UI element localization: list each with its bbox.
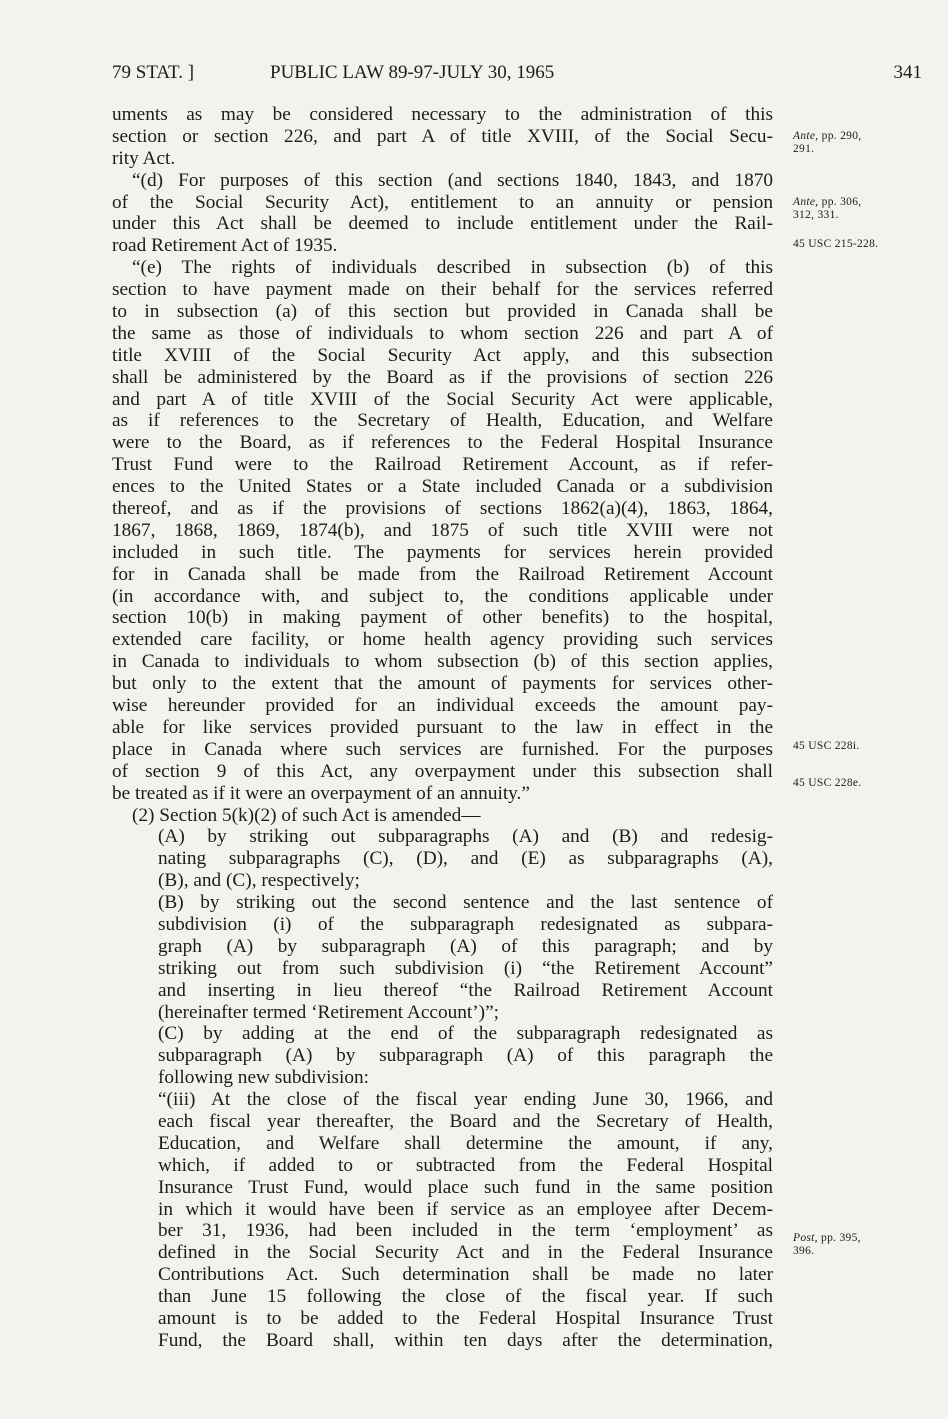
margin-note-pages: pp. 395,: [821, 1232, 861, 1244]
margin-note: [793, 196, 933, 222]
page-number: 341: [893, 62, 922, 83]
margin-note: [793, 130, 933, 156]
text-line: 1867, 1868, 1869, 1874(b), and 1875 of such title XVIII were not: [112, 519, 773, 541]
page-header: [112, 62, 922, 90]
text-line: and inserting in lieu thereof “the Railroad Retirement Account: [158, 979, 773, 1001]
text-line: (in accordance with, and subject to, the conditions applicable under: [112, 585, 773, 607]
text-line: place in Canada where such services are furnished. For the purposes: [112, 738, 773, 760]
text-line: Insurance Trust Fund, would place such fund in the same position: [158, 1176, 773, 1198]
text-line: rity Act.: [112, 147, 176, 169]
margin-note-pages: 396.: [793, 1245, 815, 1257]
text-line: Trust Fund were to the Railroad Retirement Account, as if refer-: [112, 454, 773, 476]
text-line: were to the Board, as if references to the Federal Hospital Insurance: [112, 432, 773, 454]
margin-note: [793, 777, 933, 790]
text-line: (C) by adding at the end of the subparagraph redesignated as: [158, 1023, 773, 1045]
margin-note-pages: pp. 306,: [821, 196, 862, 208]
text-line: graph (A) by subparagraph (A) of this paragraph; and by: [158, 935, 773, 957]
text-line: able for like services provided pursuant to the law in effect in the: [112, 716, 773, 738]
margin-note-ref: Ante,: [793, 130, 819, 142]
margin-note-pages: 312, 331.: [793, 209, 839, 221]
text-line: and part A of title XVIII of the Social Security Act were applicable,: [112, 388, 773, 410]
text-line: section 10(b) in making payment of other benefits) to the hospital,: [112, 607, 773, 629]
text-line: of the Social Security Act), entitlement to an annuity or pension: [112, 191, 773, 213]
margin-note: [793, 1232, 933, 1258]
text-line: (A) by striking out subparagraphs (A) and (B) and redesig-: [158, 826, 773, 848]
text-line: to in subsection (a) of this section but provided in Canada shall be: [112, 301, 773, 323]
text-line: for in Canada shall be made from the Railroad Retirement Account: [112, 563, 773, 585]
text-line: thereof, and as if the provisions of sections 1862(a)(4), 1863, 1864,: [112, 498, 773, 520]
margin-note-citation: 45 USC 215-228.: [793, 238, 879, 250]
text-line: (hereinafter termed ‘Retirement Account’)”;: [158, 1001, 499, 1023]
text-line: of section 9 of this Act, any overpayment under this subsection shall: [112, 760, 773, 782]
margin-note-ref: Post,: [793, 1232, 818, 1244]
text-line: Fund, the Board shall, within ten days after the determination,: [158, 1329, 773, 1351]
margin-note: [793, 740, 933, 753]
text-line: nating subparagraphs (C), (D), and (E) as subparagraphs (A),: [158, 848, 773, 870]
text-line: road Retirement Act of 1935.: [112, 235, 338, 257]
text-line: the same as those of individuals to whom section 226 and part A of: [112, 322, 773, 344]
text-line: in Canada to individuals to whom subsection (b) of this section applies,: [112, 651, 773, 673]
text-line: striking out from such subdivision (i) “the Retirement Account”: [158, 957, 773, 979]
body-text: [112, 104, 773, 1352]
margin-note-citation: 45 USC 228e.: [793, 777, 862, 789]
text-line: ber 31, 1936, had been included in the term ‘employment’ as: [158, 1220, 773, 1242]
margin-note-pages: pp. 290,: [821, 130, 862, 142]
text-line: wise hereunder provided for an individual exceeds the amount pay-: [112, 695, 773, 717]
text-line: as if references to the Secretary of Health, Education, and Welfare: [112, 410, 773, 432]
text-line: (2) Section 5(k)(2) of such Act is amended—: [132, 804, 481, 826]
text-line: “(e) The rights of individuals described in subsection (b) of this: [132, 257, 773, 279]
page-title: PUBLIC LAW 89-97-JULY 30, 1965: [270, 62, 555, 83]
text-line: but only to the extent that the amount of payments for services other-: [112, 673, 773, 695]
text-line: Education, and Welfare shall determine the amount, if any,: [158, 1132, 773, 1154]
statute-volume: 79 STAT. ]: [112, 62, 195, 83]
text-line: in which it would have been if service as an employee after Decem-: [158, 1198, 773, 1220]
margin-note-citation: 45 USC 228i.: [793, 740, 860, 752]
text-line: each fiscal year thereafter, the Board and the Secretary of Health,: [158, 1110, 773, 1132]
text-line: subdivision (i) of the subparagraph redesignated as subpara-: [158, 913, 773, 935]
text-line: Contributions Act. Such determination shall be made no later: [158, 1264, 773, 1286]
margin-note-pages: 291.: [793, 143, 815, 155]
text-line: than June 15 following the close of the fiscal year. If such: [158, 1286, 773, 1308]
text-line: be treated as if it were an overpayment of an annuity.”: [112, 782, 530, 804]
text-line: uments as may be considered necessary to the administration of this: [112, 104, 773, 125]
text-line: defined in the Social Security Act and in the Federal Insurance: [158, 1242, 773, 1264]
text-line: which, if added to or subtracted from the Federal Hospital: [158, 1154, 773, 1176]
text-line: included in such title. The payments for services herein provided: [112, 541, 773, 563]
margin-note: [793, 238, 933, 251]
text-line: ences to the United States or a State included Canada or a subdivision: [112, 476, 773, 498]
text-line: (B) by striking out the second sentence and the last sentence of: [158, 892, 773, 914]
text-line: (B), and (C), respectively;: [158, 870, 360, 892]
margin-note-ref: Ante,: [793, 196, 819, 208]
text-line: subparagraph (A) by subparagraph (A) of this paragraph the: [158, 1045, 773, 1067]
text-line: section to have payment made on their behalf for the services referred: [112, 279, 773, 301]
text-line: following new subdivision:: [158, 1067, 370, 1089]
text-line: “(d) For purposes of this section (and sections 1840, 1843, and 1870: [132, 169, 773, 191]
text-line: extended care facility, or home health agency providing such services: [112, 629, 773, 651]
text-line: “(iii) At the close of the fiscal year ending June 30, 1966, and: [158, 1089, 773, 1111]
text-line: under this Act shall be deemed to include entitlement under the Rail-: [112, 213, 773, 235]
text-line: amount is to be added to the Federal Hospital Insurance Trust: [158, 1307, 773, 1329]
text-line: title XVIII of the Social Security Act apply, and this subsection: [112, 344, 773, 366]
text-line: section or section 226, and part A of title XVIII, of the Social Secu-: [112, 125, 773, 147]
text-line: shall be administered by the Board as if the provisions of section 226: [112, 366, 773, 388]
